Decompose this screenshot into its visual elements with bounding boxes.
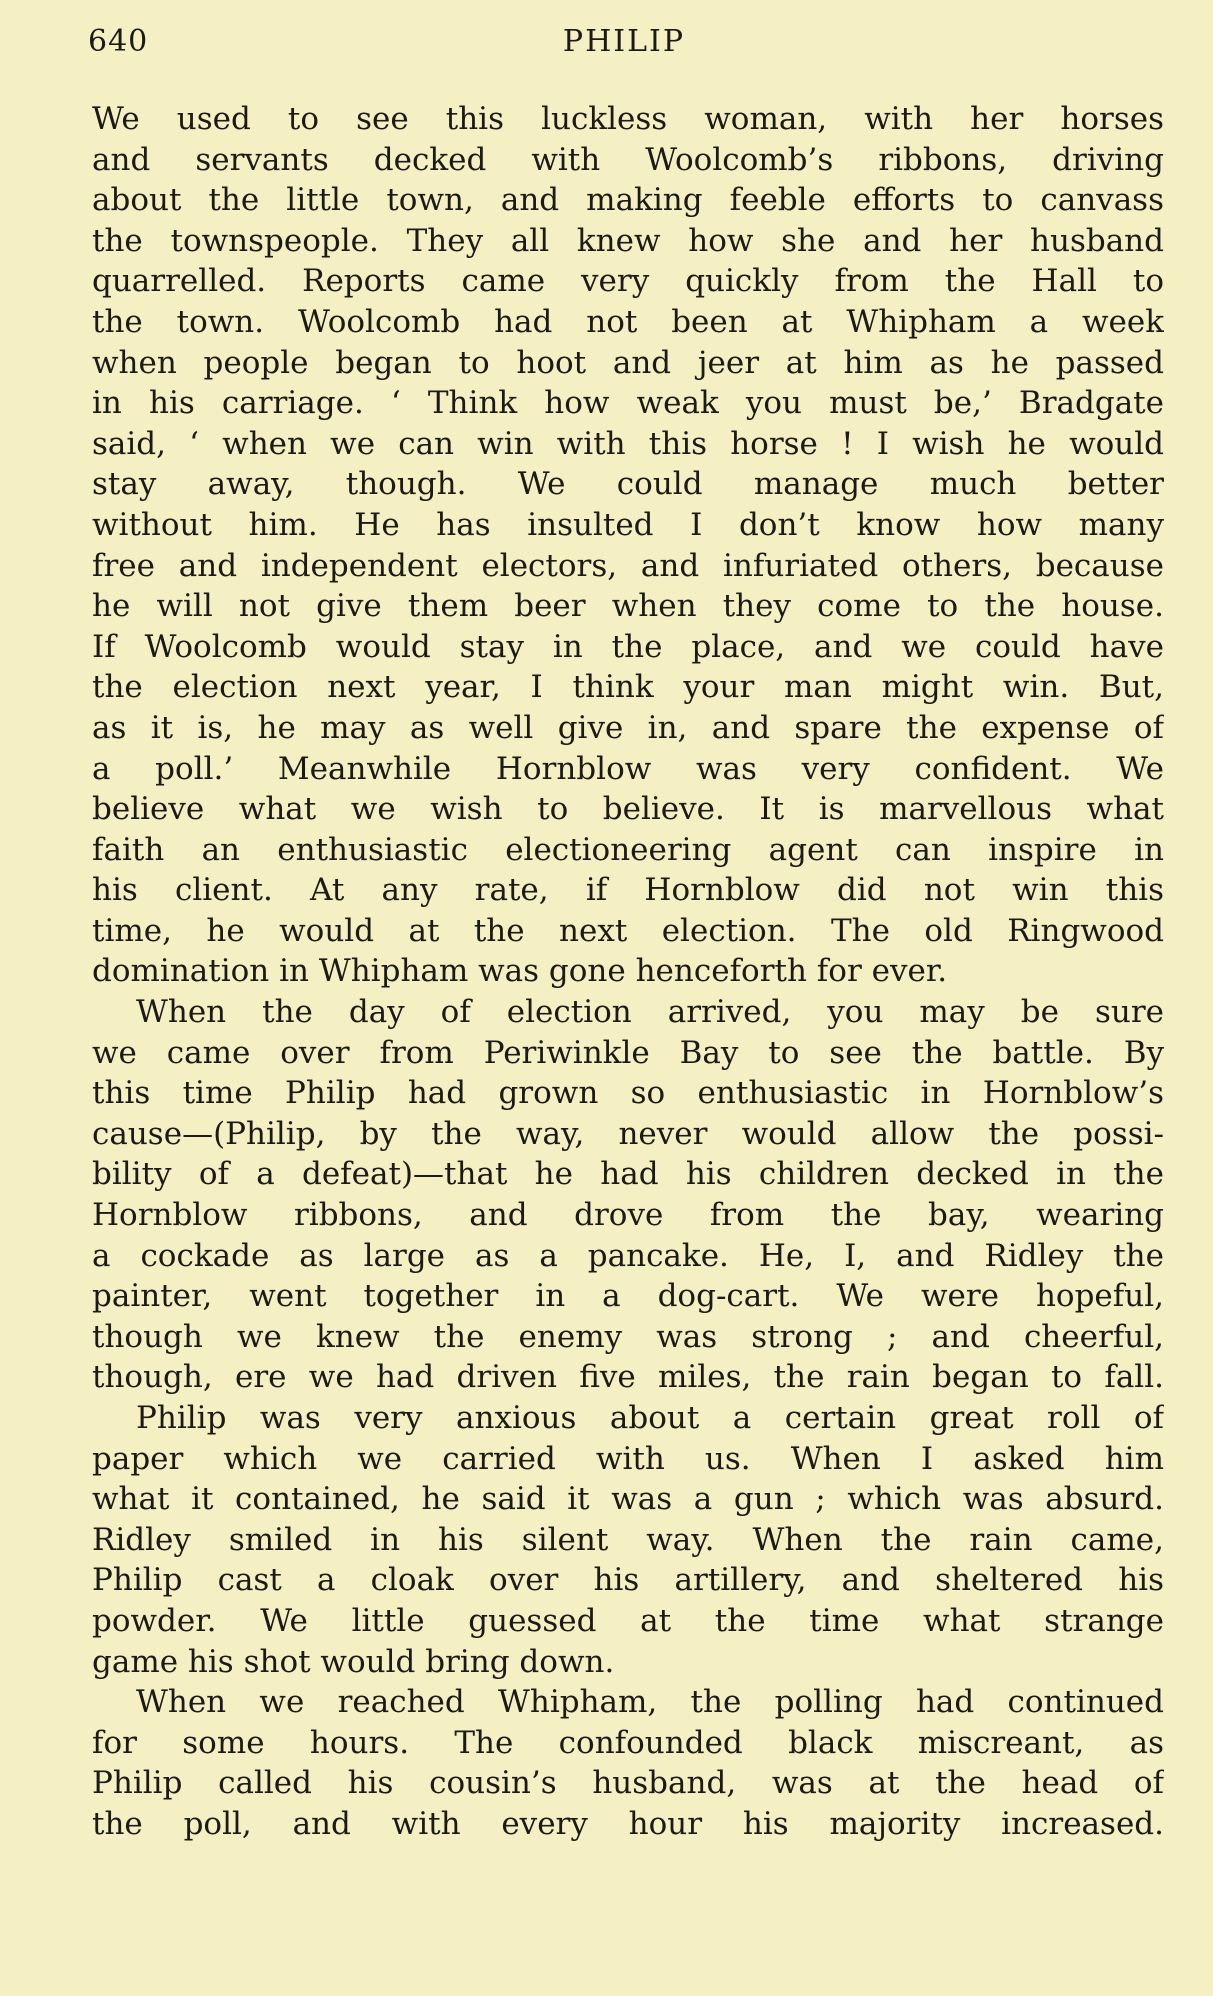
text-line: though, ere we had driven five miles, the rain began to fall. xyxy=(92,1359,1164,1396)
text-line: free and independent electors, and infuriated others, because xyxy=(92,547,1164,584)
text-line: Hornblow ribbons, and drove from the bay, wearing xyxy=(92,1197,1164,1234)
text-line: bility of a defeat)—that he had his children decked in the xyxy=(92,1156,1164,1193)
page-header xyxy=(88,24,1160,64)
text-line: believe what we wish to believe. It is marvellous what xyxy=(92,791,1164,828)
text-line: painter, went together in a dog-cart. We were hopeful, xyxy=(92,1278,1164,1315)
paragraph-start-line: When the day of election arrived, you may be sure xyxy=(136,994,1164,1031)
text-line: in his carriage. ‘ Think how weak you must be,’ Bradgate xyxy=(92,385,1164,422)
text-line: powder. We little guessed at the time what strange xyxy=(92,1602,1164,1639)
text-line: the town. Woolcomb had not been at Whipham a week xyxy=(92,303,1164,340)
text-line: paper which we carried with us. When I asked him xyxy=(92,1440,1164,1477)
text-line: faith an enthusiastic electioneering agent can inspire in xyxy=(92,831,1164,868)
text-line: stay away, though. We could manage much better xyxy=(92,466,1164,503)
paragraph-start-line: When we reached Whipham, the polling had continued xyxy=(136,1684,1164,1721)
text-line: the townspeople. They all knew how she and her husband xyxy=(92,222,1164,259)
text-line: this time Philip had grown so enthusiastic in Hornblow’s xyxy=(92,1075,1164,1112)
text-line: what it contained, he said it was a gun ; which was absurd. xyxy=(92,1481,1164,1518)
body-text xyxy=(92,99,1164,1845)
text-line: If Woolcomb would stay in the place, and we could have xyxy=(92,628,1164,665)
paragraph-end-line: game his shot would bring down. xyxy=(92,1643,615,1680)
text-line: though we knew the enemy was strong ; and cheerful, xyxy=(92,1318,1164,1355)
text-line: when people began to hoot and jeer at him as he passed xyxy=(92,344,1164,381)
text-line: cause—(Philip, by the way, never would allow the possi- xyxy=(92,1115,1164,1152)
text-line: and servants decked with Woolcomb’s ribbons, driving xyxy=(92,141,1164,178)
text-line: as it is, he may as well give in, and spare the expense of xyxy=(92,709,1164,746)
paragraph-start-line: Philip was very anxious about a certain great roll of xyxy=(136,1400,1164,1436)
text-line: time, he would at the next election. The old Ringwood xyxy=(92,912,1164,949)
text-line: the poll, and with every hour his majority increased. xyxy=(92,1805,1164,1842)
text-line: Philip called his cousin’s husband, was at the head of xyxy=(92,1765,1164,1802)
text-line: said, ‘ when we can win with this horse ! I wish he would xyxy=(92,425,1164,462)
text-line: without him. He has insulted I don’t know how many xyxy=(92,506,1164,543)
text-line: a cockade as large as a pancake. He, I, and Ridley the xyxy=(92,1237,1164,1274)
text-line: Ridley smiled in his silent way. When the rain came, xyxy=(92,1521,1164,1558)
text-line: his client. At any rate, if Hornblow did not win this xyxy=(92,872,1164,909)
paragraph-end-line: domination in Whipham was gone henceforth for ever. xyxy=(92,953,948,990)
text-line: quarrelled. Reports came very quickly from the Hall to xyxy=(92,263,1164,300)
running-title: PHILIP xyxy=(562,24,686,59)
text-line: we came over from Periwinkle Bay to see the battle. By xyxy=(92,1034,1164,1071)
text-line: he will not give them beer when they come to the house. xyxy=(92,588,1164,625)
text-line: the election next year, I think your man might win. But, xyxy=(92,669,1164,706)
text-line: We used to see this luckless woman, with her horses xyxy=(92,101,1164,137)
text-line: Philip cast a cloak over his artillery, and sheltered his xyxy=(92,1562,1164,1599)
text-line: a poll.’ Meanwhile Hornblow was very confident. We xyxy=(92,750,1164,787)
page-number: 640 xyxy=(88,24,149,59)
text-line: for some hours. The confounded black miscreant, as xyxy=(92,1724,1164,1761)
text-line: about the little town, and making feeble efforts to canvass xyxy=(92,182,1164,219)
